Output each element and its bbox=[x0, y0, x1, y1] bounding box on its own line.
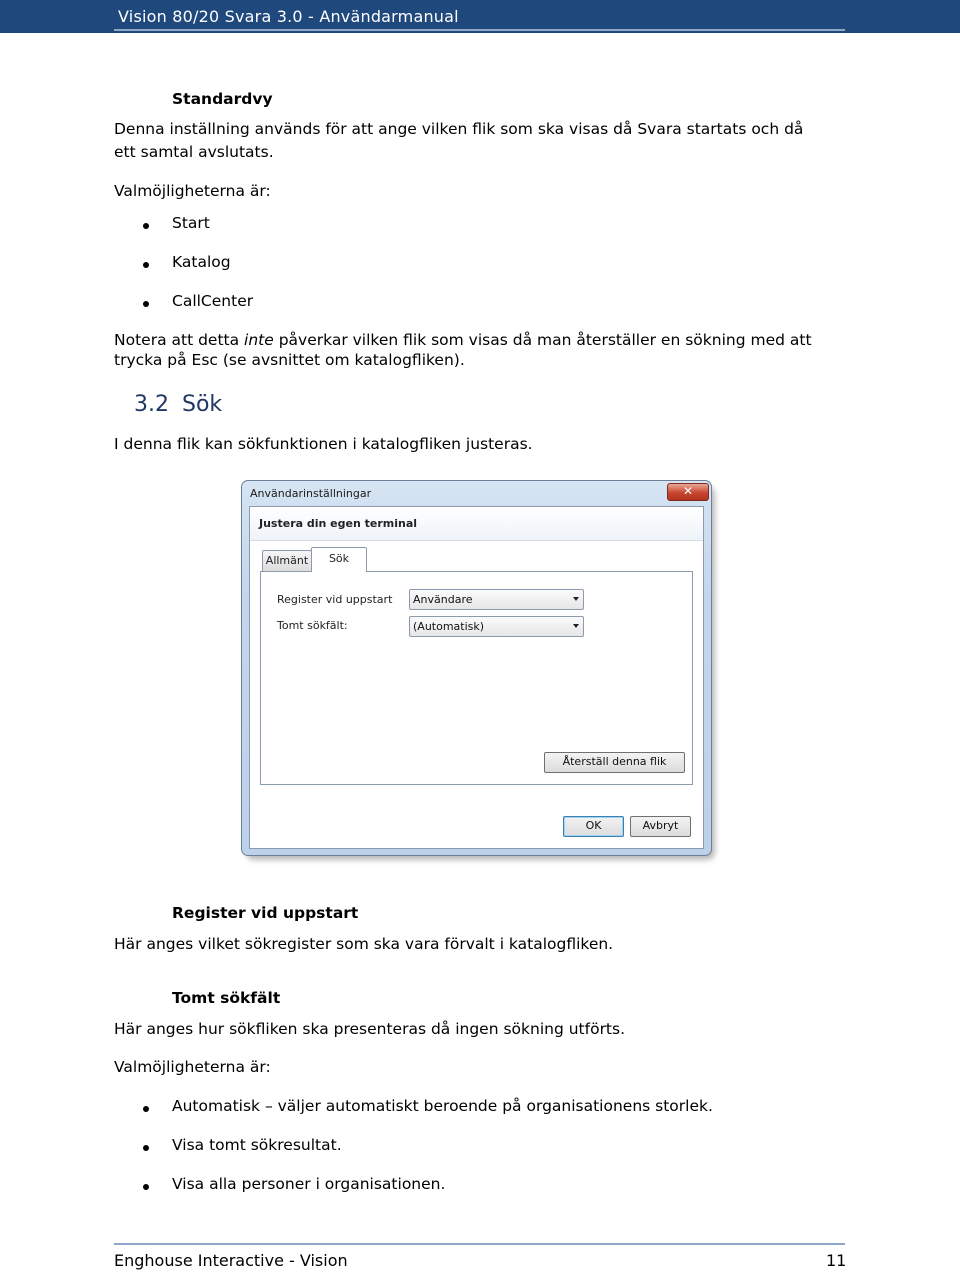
chevron-down-icon bbox=[573, 597, 579, 601]
reset-tab-button[interactable]: Återställ denna flik bbox=[544, 752, 685, 773]
tab-general[interactable]: Allmänt bbox=[262, 550, 312, 571]
chevron-down-icon bbox=[573, 624, 579, 628]
section-intro: I denna flik kan sökfunktionen i katalogfliken justeras. bbox=[114, 435, 533, 453]
standardview-options-intro: Valmöjligheterna är: bbox=[114, 182, 271, 200]
register-heading: Register vid uppstart bbox=[172, 904, 359, 922]
note-line1 bbox=[114, 330, 812, 350]
footer-company: Enghouse Interactive - Vision bbox=[114, 1251, 348, 1270]
register-text: Här anges vilket sökregister som ska vara förvalt i katalogfliken. bbox=[114, 935, 614, 953]
option-katalog: Katalog bbox=[172, 253, 231, 271]
close-icon[interactable]: ✕ bbox=[667, 483, 709, 501]
footer-rule bbox=[114, 1243, 845, 1245]
dialog-body bbox=[249, 506, 704, 849]
option-empty-result: Visa tomt sökresultat. bbox=[172, 1136, 342, 1154]
option-callcenter: CallCenter bbox=[172, 292, 254, 310]
standardview-heading: Standardvy bbox=[172, 90, 273, 108]
dialog-band-text: Justera din egen terminal bbox=[259, 517, 418, 530]
note-line2: trycka på Esc (se avsnittet om katalogfliken). bbox=[114, 351, 465, 369]
note-after: påverkar vilken flik som visas då man återställer en sökning med att bbox=[273, 331, 812, 349]
tab-panel-search bbox=[260, 571, 693, 785]
standardview-text-line1: Denna inställning används för att ange vilken flik som ska visas då Svara startats och då bbox=[114, 120, 804, 138]
emptyfield-text: Här anges hur sökfliken ska presenteras då ingen sökning utförts. bbox=[114, 1020, 626, 1038]
document-title: Vision 80/20 Svara 3.0 - Användarmanual bbox=[118, 7, 459, 26]
bullet-icon bbox=[143, 1184, 149, 1190]
tab-search[interactable]: Sök bbox=[311, 547, 367, 572]
empty-field-label: Tomt sökfält: bbox=[277, 619, 348, 632]
section-title: Sök bbox=[182, 392, 223, 417]
emptyfield-options-intro: Valmöjligheterna är: bbox=[114, 1058, 271, 1076]
option-automatic: Automatisk – väljer automatiskt beroende på organisationens storlek. bbox=[172, 1097, 713, 1115]
cancel-button[interactable]: Avbryt bbox=[630, 816, 691, 837]
emptyfield-heading: Tomt sökfält bbox=[172, 989, 281, 1007]
register-select[interactable] bbox=[409, 589, 584, 610]
section-heading bbox=[134, 392, 222, 417]
bullet-icon bbox=[143, 1145, 149, 1151]
page-number: 11 bbox=[826, 1251, 847, 1270]
empty-field-select-value: (Automatisk) bbox=[413, 620, 485, 633]
section-number: 3.2 bbox=[134, 392, 169, 417]
note-italic: inte bbox=[244, 331, 274, 349]
register-select-value: Användare bbox=[413, 593, 473, 606]
register-label: Register vid uppstart bbox=[277, 593, 393, 606]
ok-button[interactable]: OK bbox=[563, 816, 624, 837]
bullet-icon bbox=[143, 1106, 149, 1112]
settings-dialog bbox=[241, 480, 712, 856]
bullet-icon bbox=[143, 262, 149, 268]
header-rule bbox=[114, 29, 845, 31]
empty-field-select[interactable] bbox=[409, 616, 584, 637]
standardview-text-line2: ett samtal avslutats. bbox=[114, 143, 274, 161]
bullet-icon bbox=[143, 223, 149, 229]
bullet-icon bbox=[143, 301, 149, 307]
option-start: Start bbox=[172, 214, 210, 232]
option-all-persons: Visa alla personer i organisationen. bbox=[172, 1175, 446, 1193]
dialog-band bbox=[250, 507, 703, 541]
note-before: Notera att detta bbox=[114, 331, 245, 349]
dialog-title: Användarinställningar bbox=[250, 487, 372, 500]
